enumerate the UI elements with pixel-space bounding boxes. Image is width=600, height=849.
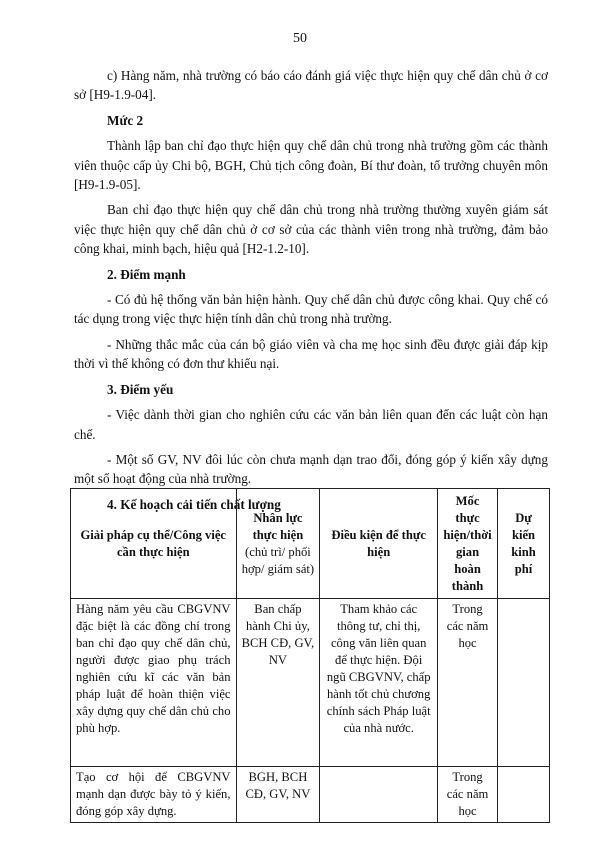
header-timeline: Mốc thực hiện/thời gian hoàn thành <box>438 489 498 599</box>
header-staff <box>236 489 320 599</box>
page-number: 50 <box>293 31 307 46</box>
improvement-plan-table <box>70 488 550 823</box>
staff-cell: BGH, BCH CĐ, GV, NV <box>236 767 320 823</box>
body-text <box>74 66 548 520</box>
table-row <box>71 767 550 823</box>
paragraph-supervision: Ban chỉ đạo thực hiện quy chế dân chủ trong nhà trường thường xuyên giám sát việc thực hiện quy chế dân chủ ở cơ sở của các thành viên trong nhà trường, đảm bảo công khai, minh bạch, hiệu quả [H2-1.2-10]. <box>74 202 548 257</box>
paragraph-steering-board: Thành lập ban chỉ đạo thực hiện quy chế dân chủ trong nhà trường gồm các thành viên thuộc cấp ủy Chi bộ, BGH, Chủ tịch công đoàn, Bí thư đoàn, tổ trưởng chuyên môn [H9-1.9-05]. <box>74 138 548 193</box>
header-cost: Dự kiến kinh phí <box>498 489 550 599</box>
strength-item-2: - Những thắc mắc của cán bộ giáo viên và cha mẹ học sinh đều được giải đáp kịp thời vì thế không có đơn thư khiếu nại. <box>74 336 548 372</box>
paragraph-annual-report: c) Hàng năm, nhà trường có báo cáo đánh giá việc thực hiện quy chế dân chủ ở cơ sở [H9-1.9-04]. <box>74 68 548 103</box>
header-staff-sub: (chủ trì/ phối hợp/ giám sát) <box>241 544 315 576</box>
timeline-cell: Trong các năm học <box>438 599 498 767</box>
cost-cell <box>498 767 550 823</box>
condition-cell <box>320 767 438 823</box>
strength-item-1: - Có đủ hệ thống văn bản hiện hành. Quy chế dân chủ được công khai. Quy chế có tác dụng trong việc thực hiện tính dân chủ trong nhà trường. <box>74 292 548 327</box>
table-row <box>71 599 550 767</box>
task-cell: Hàng năm yêu cầu CBGVNV đặc biệt là các đồng chí trong ban chỉ đạo quy chế dân chủ, người được giao phụ trách nghiên cứu kĩ các văn bản pháp luật để hoàn thiện việc xây dựng quy chế dân chủ cho phù hợp. <box>71 599 237 767</box>
condition-cell: Tham khảo các thông tư, chỉ thị, công văn liên quan để thực hiện. Đội ngũ CBGVNV, chấp hành tốt chủ chương chính sách Pháp luật của nhà nước. <box>320 599 438 767</box>
heading-weaknesses: 3. Điểm yếu <box>107 381 174 397</box>
header-condition: Điều kiện để thực hiện <box>320 489 438 599</box>
staff-cell: Ban chấp hành Chi ủy, BCH CĐ, GV, NV <box>236 599 320 767</box>
cost-cell <box>498 599 550 767</box>
table-header-row <box>71 489 550 599</box>
heading-strengths: 2. Điểm mạnh <box>107 266 186 282</box>
heading-level-2: Mức 2 <box>107 112 144 128</box>
task-cell: Tạo cơ hội để CBGVNV mạnh dạn được bày tỏ ý kiến, đóng góp xây dựng. <box>71 767 237 823</box>
weakness-item-1: - Việc dành thời gian cho nghiên cứu các văn bản liên quan đến các luật còn hạn chế. <box>74 407 548 442</box>
weakness-item-2: - Một số GV, NV đôi lúc còn chưa mạnh dạn trao đổi, đóng góp ý kiến xây dựng một số hoạt động của nhà trường. <box>74 451 548 487</box>
header-staff-main: Nhân lực thực hiện <box>252 510 304 542</box>
timeline-cell: Trong các năm học <box>438 767 498 823</box>
heading-improvement-plan: 4. Kế hoạch cải tiến chất lượng <box>107 496 281 512</box>
header-task: Giải pháp cụ thể/Công việc cần thực hiện <box>71 489 237 599</box>
